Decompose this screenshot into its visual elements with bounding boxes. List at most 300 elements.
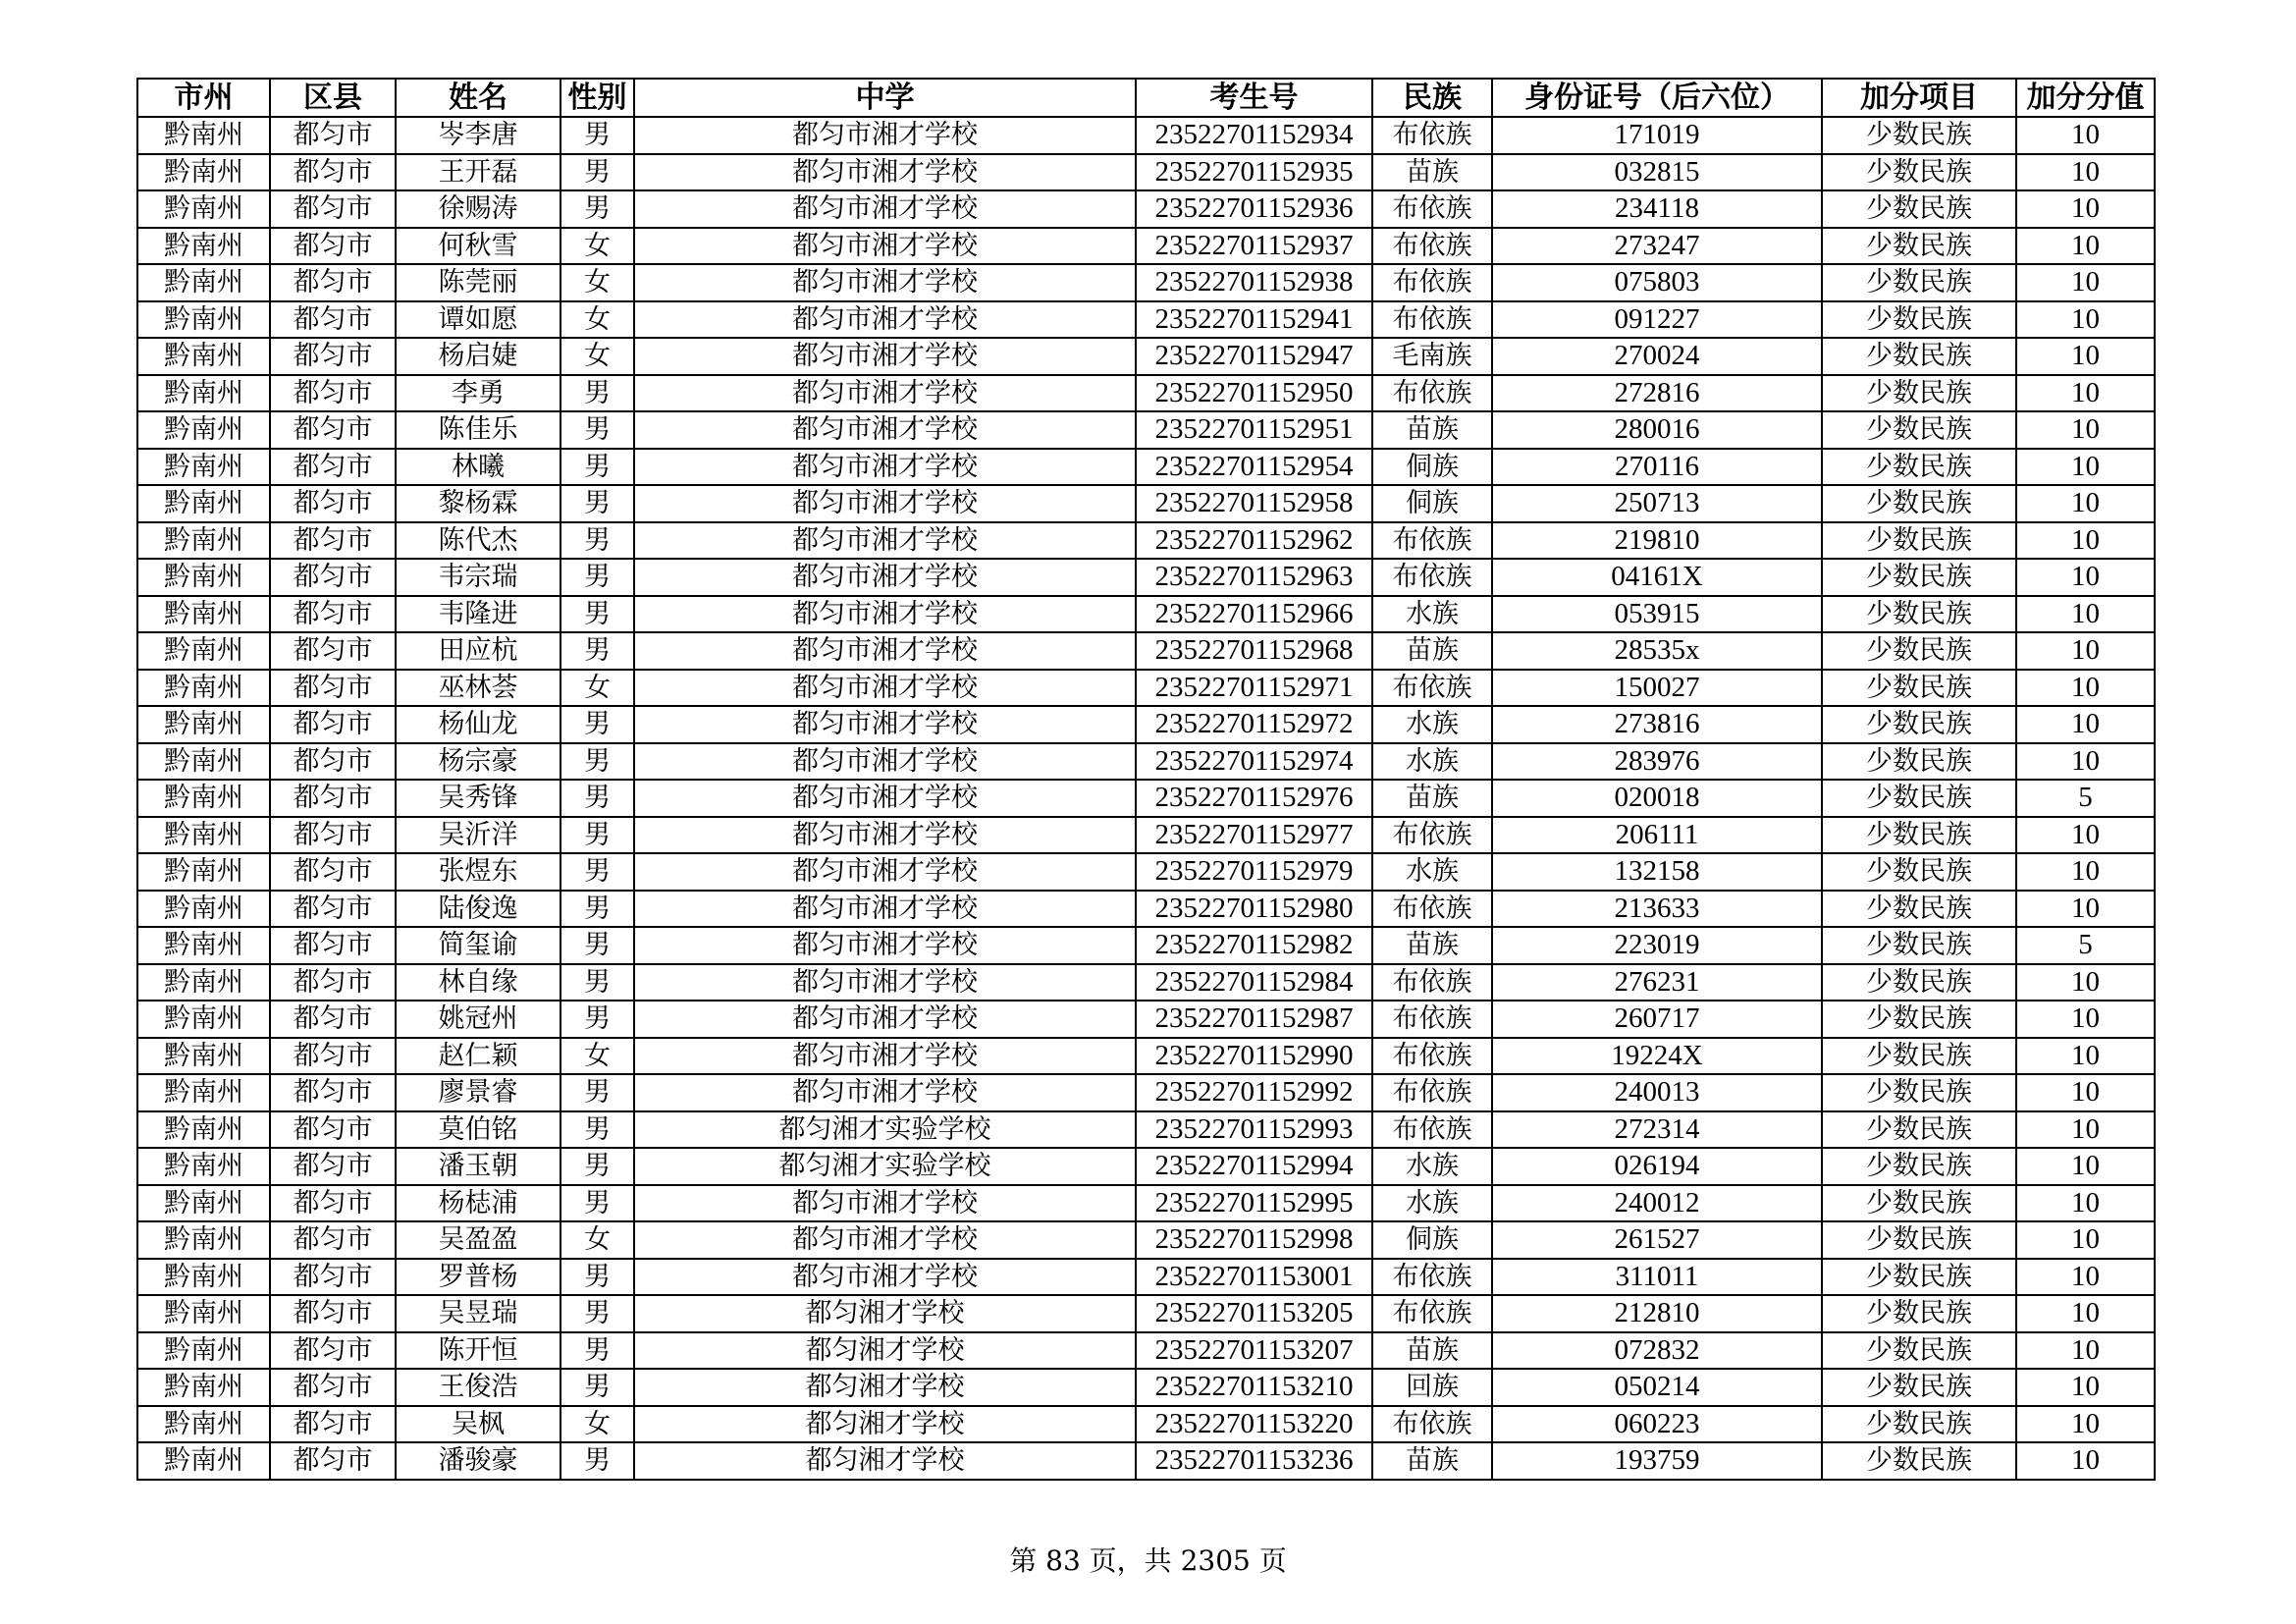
cell-gender: 男 [561,1074,634,1111]
cell-county: 都匀市 [270,1332,396,1370]
cell-id-last-six: 150027 [1492,670,1822,707]
cell-school: 都匀市湘才学校 [634,853,1136,891]
cell-name: 陆俊逸 [396,891,561,928]
cell-county: 都匀市 [270,780,396,817]
cell-school: 都匀市湘才学校 [634,1259,1136,1296]
column-header-bonus-score: 加分分值 [2016,79,2155,117]
cell-id-last-six: 283976 [1492,743,1822,781]
cell-exam-number: 23522701153205 [1136,1295,1372,1332]
cell-city: 黔南州 [137,596,270,633]
cell-bonus-score: 10 [2016,1148,2155,1185]
cell-ethnicity: 布依族 [1372,817,1492,854]
table-row [137,228,2155,265]
cell-bonus-item: 少数民族 [1822,522,2016,560]
cell-id-last-six: 04161X [1492,559,1822,596]
cell-name: 林曦 [396,449,561,486]
cell-gender: 男 [561,1001,634,1038]
cell-ethnicity: 水族 [1372,1185,1492,1222]
table-row [137,927,2155,964]
cell-city: 黔南州 [137,228,270,265]
cell-id-last-six: 193759 [1492,1442,1822,1480]
cell-city: 黔南州 [137,743,270,781]
cell-bonus-item: 少数民族 [1822,117,2016,154]
cell-id-last-six: 260717 [1492,1001,1822,1038]
cell-county: 都匀市 [270,559,396,596]
cell-school: 都匀市湘才学校 [634,670,1136,707]
cell-bonus-item: 少数民族 [1822,559,2016,596]
cell-id-last-six: 240012 [1492,1185,1822,1222]
cell-name: 姚冠州 [396,1001,561,1038]
cell-city: 黔南州 [137,780,270,817]
cell-city: 黔南州 [137,670,270,707]
cell-county: 都匀市 [270,927,396,964]
cell-county: 都匀市 [270,1259,396,1296]
cell-bonus-item: 少数民族 [1822,1295,2016,1332]
cell-name: 谭如愿 [396,301,561,339]
cell-name: 林自缘 [396,964,561,1001]
cell-ethnicity: 水族 [1372,853,1492,891]
cell-gender: 女 [561,264,634,301]
cell-ethnicity: 苗族 [1372,1442,1492,1480]
column-header-exam-number: 考生号 [1136,79,1372,117]
cell-city: 黔南州 [137,1038,270,1075]
cell-school: 都匀市湘才学校 [634,522,1136,560]
cell-ethnicity: 苗族 [1372,927,1492,964]
cell-bonus-item: 少数民族 [1822,743,2016,781]
cell-name: 陈开恒 [396,1332,561,1370]
table-row [137,891,2155,928]
cell-city: 黔南州 [137,1001,270,1038]
cell-gender: 男 [561,559,634,596]
cell-school: 都匀湘才学校 [634,1406,1136,1443]
cell-exam-number: 23522701152974 [1136,743,1372,781]
cell-gender: 男 [561,1295,634,1332]
cell-bonus-score: 10 [2016,117,2155,154]
cell-bonus-score: 10 [2016,1442,2155,1480]
cell-ethnicity: 苗族 [1372,632,1492,670]
cell-exam-number: 23522701152963 [1136,559,1372,596]
cell-id-last-six: 270116 [1492,449,1822,486]
cell-school: 都匀市湘才学校 [634,1074,1136,1111]
cell-school: 都匀湘才实验学校 [634,1111,1136,1149]
cell-id-last-six: 053915 [1492,596,1822,633]
cell-bonus-item: 少数民族 [1822,927,2016,964]
cell-id-last-six: 270024 [1492,338,1822,375]
cell-id-last-six: 171019 [1492,117,1822,154]
cell-gender: 女 [561,1038,634,1075]
column-header-gender: 性别 [561,79,634,117]
cell-city: 黔南州 [137,301,270,339]
cell-gender: 男 [561,1369,634,1406]
cell-exam-number: 23522701152950 [1136,375,1372,412]
bonus-points-table [136,78,2156,1481]
cell-school: 都匀市湘才学校 [634,632,1136,670]
cell-county: 都匀市 [270,743,396,781]
cell-name: 廖景睿 [396,1074,561,1111]
cell-city: 黔南州 [137,853,270,891]
cell-exam-number: 23522701153001 [1136,1259,1372,1296]
cell-ethnicity: 布依族 [1372,670,1492,707]
cell-gender: 男 [561,780,634,817]
cell-ethnicity: 布依族 [1372,301,1492,339]
cell-exam-number: 23522701152982 [1136,927,1372,964]
cell-id-last-six: 072832 [1492,1332,1822,1370]
cell-city: 黔南州 [137,449,270,486]
cell-bonus-item: 少数民族 [1822,1111,2016,1149]
table-row [137,817,2155,854]
cell-school: 都匀市湘才学校 [634,338,1136,375]
cell-city: 黔南州 [137,1369,270,1406]
cell-school: 都匀市湘才学校 [634,1001,1136,1038]
table-row [137,1111,2155,1149]
cell-name: 莫伯铭 [396,1111,561,1149]
cell-bonus-score: 10 [2016,485,2155,522]
cell-gender: 男 [561,154,634,191]
cell-exam-number: 23522701152971 [1136,670,1372,707]
cell-county: 都匀市 [270,817,396,854]
cell-exam-number: 23522701153207 [1136,1332,1372,1370]
cell-gender: 女 [561,1221,634,1259]
cell-city: 黔南州 [137,522,270,560]
column-header-school: 中学 [634,79,1136,117]
cell-bonus-item: 少数民族 [1822,596,2016,633]
cell-bonus-score: 10 [2016,817,2155,854]
cell-bonus-item: 少数民族 [1822,1038,2016,1075]
cell-exam-number: 23522701152979 [1136,853,1372,891]
cell-id-last-six: 272314 [1492,1111,1822,1149]
cell-school: 都匀市湘才学校 [634,449,1136,486]
cell-county: 都匀市 [270,522,396,560]
cell-county: 都匀市 [270,228,396,265]
cell-county: 都匀市 [270,485,396,522]
cell-school: 都匀湘才学校 [634,1295,1136,1332]
cell-name: 吴盈盈 [396,1221,561,1259]
cell-exam-number: 23522701152935 [1136,154,1372,191]
cell-county: 都匀市 [270,1074,396,1111]
cell-bonus-item: 少数民族 [1822,1148,2016,1185]
cell-gender: 男 [561,817,634,854]
cell-id-last-six: 234118 [1492,190,1822,228]
column-header-bonus-item: 加分项目 [1822,79,2016,117]
cell-city: 黔南州 [137,190,270,228]
table-row [137,706,2155,743]
cell-name: 杨启婕 [396,338,561,375]
cell-ethnicity: 水族 [1372,743,1492,781]
cell-bonus-item: 少数民族 [1822,1185,2016,1222]
column-header-id-last-six: 身份证号（后六位） [1492,79,1822,117]
cell-school: 都匀市湘才学校 [634,301,1136,339]
cell-county: 都匀市 [270,117,396,154]
cell-school: 都匀市湘才学校 [634,1221,1136,1259]
cell-gender: 女 [561,338,634,375]
cell-exam-number: 23522701152968 [1136,632,1372,670]
table-row [137,964,2155,1001]
table-row [137,375,2155,412]
table-row [137,449,2155,486]
table-row [137,596,2155,633]
cell-county: 都匀市 [270,964,396,1001]
cell-ethnicity: 布依族 [1372,1295,1492,1332]
cell-school: 都匀市湘才学校 [634,891,1136,928]
table-row [137,1001,2155,1038]
cell-bonus-item: 少数民族 [1822,670,2016,707]
cell-city: 黔南州 [137,338,270,375]
cell-county: 都匀市 [270,411,396,449]
cell-id-last-six: 050214 [1492,1369,1822,1406]
table-row [137,1369,2155,1406]
cell-id-last-six: 060223 [1492,1406,1822,1443]
cell-bonus-score: 10 [2016,338,2155,375]
cell-bonus-score: 10 [2016,559,2155,596]
cell-ethnicity: 侗族 [1372,449,1492,486]
cell-ethnicity: 布依族 [1372,375,1492,412]
cell-bonus-score: 10 [2016,1038,2155,1075]
table-row [137,338,2155,375]
cell-gender: 男 [561,596,634,633]
cell-school: 都匀市湘才学校 [634,228,1136,265]
cell-name: 吴秀锋 [396,780,561,817]
cell-name: 徐赐涛 [396,190,561,228]
cell-city: 黔南州 [137,375,270,412]
cell-bonus-item: 少数民族 [1822,1001,2016,1038]
cell-ethnicity: 布依族 [1372,1111,1492,1149]
cell-school: 都匀市湘才学校 [634,154,1136,191]
cell-school: 都匀市湘才学校 [634,117,1136,154]
table-row [137,190,2155,228]
cell-exam-number: 23522701152941 [1136,301,1372,339]
cell-ethnicity: 布依族 [1372,522,1492,560]
table-row [137,1259,2155,1296]
cell-id-last-six: 206111 [1492,817,1822,854]
cell-exam-number: 23522701153236 [1136,1442,1372,1480]
cell-gender: 男 [561,632,634,670]
cell-exam-number: 23522701152990 [1136,1038,1372,1075]
cell-county: 都匀市 [270,375,396,412]
cell-school: 都匀市湘才学校 [634,411,1136,449]
cell-bonus-score: 10 [2016,1111,2155,1149]
cell-bonus-score: 10 [2016,449,2155,486]
table-row [137,411,2155,449]
cell-gender: 男 [561,522,634,560]
cell-exam-number: 23522701153210 [1136,1369,1372,1406]
cell-name: 潘玉朝 [396,1148,561,1185]
cell-bonus-item: 少数民族 [1822,853,2016,891]
cell-city: 黔南州 [137,706,270,743]
cell-bonus-item: 少数民族 [1822,449,2016,486]
cell-gender: 男 [561,706,634,743]
cell-exam-number: 23522701152998 [1136,1221,1372,1259]
cell-name: 陈莞丽 [396,264,561,301]
cell-ethnicity: 苗族 [1372,154,1492,191]
cell-id-last-six: 280016 [1492,411,1822,449]
cell-id-last-six: 219810 [1492,522,1822,560]
cell-name: 何秋雪 [396,228,561,265]
cell-bonus-score: 10 [2016,1074,2155,1111]
cell-ethnicity: 回族 [1372,1369,1492,1406]
cell-school: 都匀市湘才学校 [634,190,1136,228]
cell-gender: 男 [561,485,634,522]
cell-gender: 男 [561,375,634,412]
cell-exam-number: 23522701152977 [1136,817,1372,854]
cell-school: 都匀市湘才学校 [634,817,1136,854]
cell-ethnicity: 布依族 [1372,1406,1492,1443]
cell-name: 杨梽浦 [396,1185,561,1222]
cell-bonus-score: 10 [2016,264,2155,301]
cell-county: 都匀市 [270,1038,396,1075]
cell-city: 黔南州 [137,1111,270,1149]
cell-city: 黔南州 [137,154,270,191]
cell-school: 都匀湘才学校 [634,1332,1136,1370]
table-row [137,853,2155,891]
cell-city: 黔南州 [137,559,270,596]
cell-ethnicity: 布依族 [1372,1001,1492,1038]
cell-bonus-item: 少数民族 [1822,154,2016,191]
cell-bonus-score: 10 [2016,228,2155,265]
cell-gender: 男 [561,449,634,486]
cell-bonus-score: 10 [2016,964,2155,1001]
cell-bonus-score: 10 [2016,411,2155,449]
header-row [137,79,2155,117]
cell-city: 黔南州 [137,264,270,301]
cell-ethnicity: 水族 [1372,596,1492,633]
cell-bonus-score: 5 [2016,780,2155,817]
cell-exam-number: 23522701152966 [1136,596,1372,633]
cell-county: 都匀市 [270,1369,396,1406]
cell-bonus-item: 少数民族 [1822,780,2016,817]
cell-id-last-six: 273247 [1492,228,1822,265]
cell-exam-number: 23522701152938 [1136,264,1372,301]
cell-bonus-item: 少数民族 [1822,706,2016,743]
cell-school: 都匀市湘才学校 [634,559,1136,596]
cell-exam-number: 23522701152951 [1136,411,1372,449]
table-row [137,117,2155,154]
cell-exam-number: 23522701152987 [1136,1001,1372,1038]
cell-exam-number: 23522701152994 [1136,1148,1372,1185]
cell-ethnicity: 苗族 [1372,780,1492,817]
cell-city: 黔南州 [137,632,270,670]
cell-bonus-item: 少数民族 [1822,301,2016,339]
cell-name: 巫林荟 [396,670,561,707]
cell-school: 都匀市湘才学校 [634,743,1136,781]
cell-name: 黎杨霖 [396,485,561,522]
cell-school: 都匀湘才实验学校 [634,1148,1136,1185]
page-footer: 第 83 页，共 2305 页 [1009,1544,1287,1577]
table-row [137,1148,2155,1185]
cell-gender: 女 [561,228,634,265]
cell-city: 黔南州 [137,1259,270,1296]
cell-exam-number: 23522701152934 [1136,117,1372,154]
cell-name: 赵仁颖 [396,1038,561,1075]
cell-city: 黔南州 [137,891,270,928]
cell-ethnicity: 布依族 [1372,1074,1492,1111]
cell-name: 杨仙龙 [396,706,561,743]
cell-bonus-score: 10 [2016,522,2155,560]
cell-exam-number: 23522701152936 [1136,190,1372,228]
cell-bonus-item: 少数民族 [1822,1369,2016,1406]
cell-id-last-six: 212810 [1492,1295,1822,1332]
cell-exam-number: 23522701152992 [1136,1074,1372,1111]
cell-gender: 女 [561,670,634,707]
cell-exam-number: 23522701152962 [1136,522,1372,560]
cell-gender: 男 [561,1185,634,1222]
cell-exam-number: 23522701152976 [1136,780,1372,817]
cell-bonus-score: 10 [2016,743,2155,781]
cell-county: 都匀市 [270,1295,396,1332]
cell-gender: 男 [561,411,634,449]
cell-gender: 男 [561,853,634,891]
table-row [137,1442,2155,1480]
column-header-county: 区县 [270,79,396,117]
cell-bonus-score: 10 [2016,375,2155,412]
cell-bonus-score: 10 [2016,891,2155,928]
cell-county: 都匀市 [270,1111,396,1149]
cell-bonus-item: 少数民族 [1822,1406,2016,1443]
cell-exam-number: 23522701153220 [1136,1406,1372,1443]
cell-gender: 男 [561,743,634,781]
cell-name: 陈佳乐 [396,411,561,449]
cell-exam-number: 23522701152947 [1136,338,1372,375]
cell-county: 都匀市 [270,1148,396,1185]
cell-name: 韦宗瑞 [396,559,561,596]
cell-id-last-six: 273816 [1492,706,1822,743]
cell-county: 都匀市 [270,1442,396,1480]
cell-id-last-six: 276231 [1492,964,1822,1001]
cell-school: 都匀市湘才学校 [634,596,1136,633]
table-header [137,79,2155,117]
cell-gender: 男 [561,1442,634,1480]
cell-city: 黔南州 [137,964,270,1001]
cell-city: 黔南州 [137,927,270,964]
table-row [137,780,2155,817]
cell-bonus-item: 少数民族 [1822,632,2016,670]
cell-name: 吴沂洋 [396,817,561,854]
cell-school: 都匀市湘才学校 [634,485,1136,522]
cell-city: 黔南州 [137,117,270,154]
table-row [137,1295,2155,1332]
cell-county: 都匀市 [270,706,396,743]
cell-county: 都匀市 [270,596,396,633]
cell-city: 黔南州 [137,411,270,449]
cell-ethnicity: 布依族 [1372,117,1492,154]
cell-ethnicity: 布依族 [1372,964,1492,1001]
table-row [137,1038,2155,1075]
cell-name: 杨宗豪 [396,743,561,781]
cell-gender: 男 [561,1259,634,1296]
cell-school: 都匀市湘才学校 [634,1038,1136,1075]
cell-city: 黔南州 [137,1148,270,1185]
table-row [137,559,2155,596]
cell-id-last-six: 311011 [1492,1259,1822,1296]
cell-bonus-item: 少数民族 [1822,1221,2016,1259]
cell-name: 罗普杨 [396,1259,561,1296]
table-row [137,301,2155,339]
cell-bonus-score: 10 [2016,1369,2155,1406]
cell-gender: 男 [561,1148,634,1185]
cell-county: 都匀市 [270,853,396,891]
cell-school: 都匀市湘才学校 [634,964,1136,1001]
cell-county: 都匀市 [270,1185,396,1222]
cell-ethnicity: 毛南族 [1372,338,1492,375]
cell-name: 潘骏豪 [396,1442,561,1480]
cell-ethnicity: 侗族 [1372,1221,1492,1259]
cell-exam-number: 23522701152980 [1136,891,1372,928]
cell-bonus-score: 10 [2016,853,2155,891]
cell-bonus-item: 少数民族 [1822,891,2016,928]
cell-bonus-score: 10 [2016,706,2155,743]
cell-name: 李勇 [396,375,561,412]
cell-gender: 男 [561,117,634,154]
cell-exam-number: 23522701152954 [1136,449,1372,486]
